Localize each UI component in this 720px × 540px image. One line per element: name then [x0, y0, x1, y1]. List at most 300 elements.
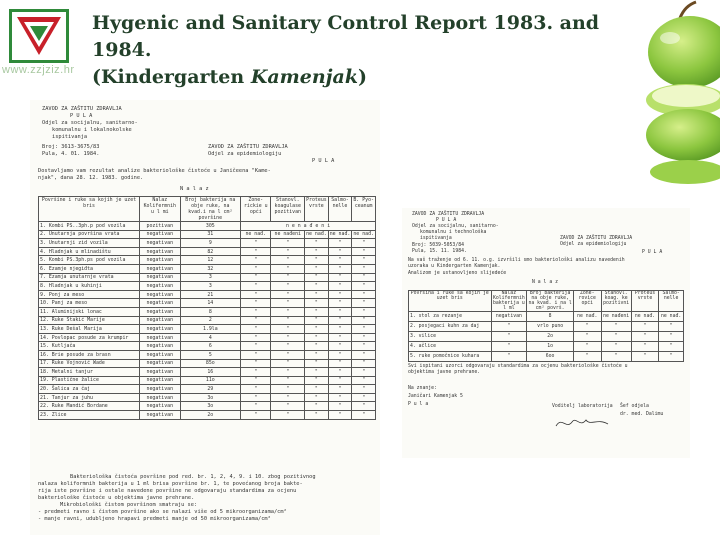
- table-cell: negativan: [140, 411, 180, 420]
- doc2-footer-line: P u l a: [408, 402, 429, 407]
- table-row: [39, 247, 376, 256]
- table-row: [39, 385, 376, 394]
- table-cell: 18. Metalni tanjur: [39, 368, 140, 377]
- table-cell: 11. Aluminijski lonac: [39, 307, 140, 316]
- table-cell: 85o: [180, 359, 241, 368]
- table-cell: ": [491, 342, 527, 352]
- doc1-line: Broj: 3613-3675/83: [42, 144, 100, 150]
- table-cell: ": [271, 393, 305, 402]
- table-cell: ": [271, 359, 305, 368]
- table-cell: ": [241, 290, 271, 299]
- table-cell: negativan: [140, 307, 180, 316]
- table-cell: 1. stol za rezanje: [409, 312, 492, 322]
- table-cell: ": [271, 350, 305, 359]
- page-title: [92, 10, 652, 91]
- table-cell: ": [241, 350, 271, 359]
- table-cell: 3o: [180, 402, 241, 411]
- table-cell: 9: [180, 239, 241, 248]
- table-cell: 1. Kombi PS..3ph.p pod vozila: [39, 222, 140, 231]
- table-cell: ": [271, 307, 305, 316]
- table-cell: negativan: [140, 368, 180, 377]
- table-cell: ": [305, 256, 329, 265]
- table-cell: ": [601, 332, 631, 342]
- table-row: [39, 402, 376, 411]
- table-cell: negativan: [140, 325, 180, 334]
- table-cell: ": [352, 239, 376, 248]
- table-cell: ": [305, 333, 329, 342]
- table-cell: 11o: [180, 376, 241, 385]
- table-cell: ": [271, 299, 305, 308]
- table-cell: ne nađ.: [306, 231, 327, 238]
- table-cell: ne nađ.: [659, 312, 684, 322]
- table-row: [409, 322, 684, 332]
- title-line-2: (Kindergarten Kamenjak): [92, 66, 368, 88]
- table-cell: ": [271, 411, 305, 420]
- table-cell: 9. Ponj za meso: [39, 290, 140, 299]
- table-cell: ": [659, 352, 684, 362]
- table-cell: negativan: [140, 359, 180, 368]
- table-cell: ": [328, 342, 352, 351]
- table-cell: ": [328, 299, 352, 308]
- doc2-line: komunalnu i technološka: [420, 230, 487, 235]
- doc2-footer-line: Svi ispitani uzorci odgovaraju standardima za ocjenu bakteriološke čistoće u: [408, 364, 628, 369]
- table-cell: 82: [180, 247, 241, 256]
- table-cell: ": [491, 322, 527, 332]
- table-cell: n e n a đ e n i: [241, 222, 376, 231]
- table-cell: ": [659, 342, 684, 352]
- table-cell: ": [241, 368, 271, 377]
- table-cell: ": [352, 393, 376, 402]
- table-cell: 15. Kutljača: [39, 342, 140, 351]
- doc2-line: N a l a z: [532, 280, 558, 285]
- table-cell: ": [241, 402, 271, 411]
- table-cell: ": [352, 290, 376, 299]
- table-row: [39, 376, 376, 385]
- table-cell: ": [352, 359, 376, 368]
- table-header-cell: Proteus vrste: [631, 291, 659, 312]
- table-header-cell: Zone- rickie u opći: [241, 197, 271, 222]
- table-header-cell: Broj bakterija na obje ruke, na kvad. i na l cm² površ.: [528, 291, 572, 311]
- table-row: [39, 290, 376, 299]
- table-row: [39, 333, 376, 342]
- table-cell: ": [328, 411, 352, 420]
- doc2-footer-line: dr. med. Dalimu: [620, 412, 664, 417]
- table-cell: ": [352, 376, 376, 385]
- table-cell: ": [328, 247, 352, 256]
- table-row: [39, 256, 376, 265]
- table-header-cell: Površine i ruke sa kojih je uzet bris: [39, 197, 140, 222]
- table-cell: ": [241, 247, 271, 256]
- table-cell: ": [328, 256, 352, 265]
- table-cell: negativan: [140, 290, 180, 299]
- table-cell: ": [352, 316, 376, 325]
- table-cell: ": [328, 350, 352, 359]
- table-header-cell: Broj bakterija na obje ruke, na kvad.i na l cm² površine: [180, 197, 241, 222]
- table-cell: ": [328, 402, 352, 411]
- doc1-line: N a l a z: [180, 186, 209, 192]
- table-cell: 6oo: [527, 352, 574, 362]
- table-cell: 29: [180, 385, 241, 394]
- table-cell: 12: [180, 256, 241, 265]
- table-cell: ": [305, 273, 329, 282]
- table-cell: ": [305, 350, 329, 359]
- table-cell: ": [305, 376, 329, 385]
- table-cell: ": [305, 299, 329, 308]
- table-cell: ": [305, 385, 329, 394]
- table-header-cell: B. Pyo- ceanum: [352, 197, 376, 222]
- table-row: [39, 325, 376, 334]
- table-row: [39, 222, 376, 231]
- table-cell: ": [352, 325, 376, 334]
- table-cell: ": [241, 393, 271, 402]
- table-cell: ": [574, 332, 602, 342]
- doc2-line: ZAVOD ZA ZAŠTITU ZDRAVLJA: [412, 212, 485, 217]
- table-cell: 20. Šalica za čaj: [39, 385, 140, 394]
- table-cell: ": [271, 325, 305, 334]
- doc2-line: P U L A: [436, 218, 457, 223]
- table-cell: vrlo puno: [527, 322, 574, 332]
- doc2-line: ispitivanja: [420, 236, 452, 241]
- doc1-footer-line: bakteriološke čistoće u objektima javne prehrane.: [38, 495, 195, 501]
- table-cell: ": [271, 376, 305, 385]
- table-cell: 3. Unutarnji zid vozila: [39, 239, 140, 248]
- doc1-line: komunalnu i lokalnokolske: [52, 127, 132, 133]
- table-cell: ": [328, 333, 352, 342]
- doc1-line: ispitivanja: [52, 134, 88, 140]
- table-cell: ": [631, 352, 659, 362]
- table-cell: 2: [180, 316, 241, 325]
- table-cell: 2. posjegaci kuhn za daj: [409, 322, 492, 332]
- table-cell: 3. vilice: [409, 332, 492, 342]
- table-cell: 13. Ruke Dešal Marija: [39, 325, 140, 334]
- table-cell: ": [305, 264, 329, 273]
- table-cell: ": [328, 282, 352, 291]
- table-cell: ": [305, 290, 329, 299]
- table-cell: negativan: [140, 342, 180, 351]
- doc1-footer-line: - manje ravni, udubljeno hrapavi predmeti manje od 50 mikroorganizama/cm²: [38, 516, 271, 522]
- table-cell: ": [271, 264, 305, 273]
- table-cell: 2. Unutarnja površina vrata: [39, 230, 140, 239]
- table-cell: negativan: [491, 312, 527, 322]
- table-cell: ": [352, 411, 376, 420]
- table-cell: ": [491, 352, 527, 362]
- doc1-line: ZAVOD ZA ZAŠTITU ZDRAVLJA: [42, 106, 122, 112]
- table-cell: 23. Zlice: [39, 411, 140, 420]
- table-cell: 3: [180, 273, 241, 282]
- table-header-cell: Nalaz Kolifermnih bakterija u l ml: [492, 291, 525, 311]
- table-cell: ": [241, 325, 271, 334]
- table-cell: ne nađ.: [329, 231, 351, 238]
- table-cell: 1.9la: [180, 325, 241, 334]
- doc2-footer-line: Šef odjela: [620, 404, 649, 409]
- table-cell: ": [271, 290, 305, 299]
- table-row: [409, 342, 684, 352]
- table-header-cell: Zone- rovice opći: [574, 291, 602, 312]
- table-cell: negativan: [140, 230, 180, 239]
- table-cell: 10. Panj za meso: [39, 299, 140, 308]
- table-row: [409, 352, 684, 362]
- table-cell: negativan: [140, 350, 180, 359]
- title-line-1: Hygenic and Sanitary Control Report 1983. and 1984.: [92, 12, 600, 61]
- table-cell: 2o: [180, 411, 241, 420]
- table-cell: ": [328, 264, 352, 273]
- table-cell: ": [328, 239, 352, 248]
- table-cell: ": [271, 368, 305, 377]
- table-cell: ": [352, 247, 376, 256]
- table-cell: negativan: [140, 333, 180, 342]
- table-row: [409, 332, 684, 342]
- table-cell: negativan: [140, 264, 180, 273]
- table-header-cell: Salmo- nelle: [328, 197, 352, 222]
- table-cell: ": [352, 256, 376, 265]
- table-cell: ": [305, 307, 329, 316]
- table-cell: ": [271, 239, 305, 248]
- table-cell: 1o: [527, 342, 574, 352]
- table-cell: ": [328, 273, 352, 282]
- table-cell: ne nađeni: [271, 230, 305, 239]
- table-cell: ": [352, 264, 376, 273]
- table-cell: 5. Kombi PS.3ph.ps pod vozila: [39, 256, 140, 265]
- table-cell: ": [352, 350, 376, 359]
- table-cell: ": [241, 307, 271, 316]
- doc1-line: njak", dana 28. 12. 1983. godine.: [38, 175, 144, 181]
- table-cell: 305: [180, 222, 241, 231]
- table-cell: 6: [180, 342, 241, 351]
- doc2-line: Na vaš traženje od 6. 11. o.g. izvršili smo bakteriološki analizu navedenih: [408, 258, 625, 263]
- table-cell: ": [305, 342, 329, 351]
- table-cell: 16: [180, 368, 241, 377]
- table-cell: ": [352, 342, 376, 351]
- doc1-footer-line: rija iste površine i ostale navedene površine ne odgovaraju standardima za ocjenu: [38, 488, 297, 494]
- table-cell: ": [241, 273, 271, 282]
- results-table-1983: [38, 196, 376, 420]
- table-cell: ": [271, 273, 305, 282]
- doc2-line: uzoraka u Kindergarten Kamenjak.: [408, 264, 501, 269]
- doc1-footer-line: nalaza koliformnih bakterija u 1 ml brisa površine br. 1, te povećanog broja bakte-: [38, 481, 303, 487]
- table-cell: ": [491, 332, 527, 342]
- doc1-footer-line: Mikrobiološki čistom površinom smatraju se:: [60, 502, 198, 508]
- table-cell: 4. ačlice: [409, 342, 492, 352]
- table-cell: ": [271, 282, 305, 291]
- table-cell: ": [328, 290, 352, 299]
- table-cell: 14: [180, 299, 241, 308]
- doc1-line: Odjel za socijalnu, sanitarno-: [42, 120, 138, 126]
- doc2-footer-line: Janičari Kamenjak 5: [408, 394, 463, 399]
- table-row: [39, 264, 376, 273]
- table-header-cell: Stanovl. koag. ke pozitivni: [601, 291, 631, 312]
- table-cell: negativan: [140, 376, 180, 385]
- table-cell: negativan: [140, 282, 180, 291]
- table-row: [39, 359, 376, 368]
- table-row: [39, 393, 376, 402]
- table-cell: negativan: [140, 385, 180, 394]
- table-cell: ": [631, 342, 659, 352]
- table-cell: ": [328, 368, 352, 377]
- table-cell: ne nađ.: [353, 231, 374, 238]
- table-cell: 6. Ezamje njegiđta: [39, 264, 140, 273]
- table-cell: ": [271, 256, 305, 265]
- table-cell: negativan: [140, 247, 180, 256]
- table-cell: ": [241, 342, 271, 351]
- table-row: [39, 368, 376, 377]
- signature-image: [552, 414, 612, 432]
- table-cell: ": [241, 239, 271, 248]
- table-cell: 16. Brie posude za brasn: [39, 350, 140, 359]
- table-cell: 8: [527, 312, 574, 322]
- table-cell: ": [241, 316, 271, 325]
- table-cell: ": [631, 322, 659, 332]
- table-cell: ": [574, 322, 602, 332]
- kindergarten-name: Kamenjak: [250, 66, 359, 88]
- report-1983: [30, 100, 380, 535]
- table-cell: ": [271, 342, 305, 351]
- table-cell: ": [305, 239, 329, 248]
- table-cell: ": [352, 307, 376, 316]
- table-row: [39, 350, 376, 359]
- table-cell: 5. ruke pomočnice kuhara: [409, 352, 492, 362]
- table-cell: 4. Hladnjak u mlinadištu: [39, 247, 140, 256]
- table-header-cell: Površina i ruke sa kojih je uzet bris: [409, 291, 492, 312]
- doc2-line: Odjel za epidemiologiju: [560, 242, 627, 247]
- doc1-footer-line: Bakteriološka čistoća površine pod red. br. 1, 2, 4, 9. i 10. zbog pozitivnog: [70, 474, 316, 480]
- report-1984: [402, 208, 690, 458]
- table-cell: ne nađeni: [601, 312, 631, 322]
- table-row: [39, 282, 376, 291]
- table-row: [39, 230, 376, 239]
- table-cell: ": [352, 368, 376, 377]
- doc2-line: ZAVOD ZA ZAŠTITU ZDRAVLJA: [560, 236, 633, 241]
- table-cell: ": [574, 352, 602, 362]
- table-cell: ": [241, 264, 271, 273]
- table-row: [39, 316, 376, 325]
- table-cell: ": [328, 307, 352, 316]
- table-cell: ": [352, 385, 376, 394]
- doc1-line: Odjel za epidemiologiju: [208, 151, 282, 157]
- table-cell: ": [328, 325, 352, 334]
- table-cell: ": [241, 282, 271, 291]
- results-table-1984: [408, 290, 684, 362]
- table-row: [409, 312, 684, 322]
- table-cell: ": [305, 359, 329, 368]
- table-cell: ": [601, 322, 631, 332]
- table-cell: ": [328, 359, 352, 368]
- table-cell: ": [305, 282, 329, 291]
- table-cell: 17. Ruke Vojnović Wade: [39, 359, 140, 368]
- table-header-cell: Salmo- nelle: [659, 291, 684, 312]
- table-cell: ": [271, 385, 305, 394]
- table-cell: ": [271, 316, 305, 325]
- table-cell: ": [271, 333, 305, 342]
- doc2-footer-line: Na znanje:: [408, 386, 437, 391]
- green-apple-image: [610, 0, 720, 190]
- table-cell: ": [659, 322, 684, 332]
- table-cell: 7. Ezamja unutarnje vrata: [39, 273, 140, 282]
- table-cell: negativan: [140, 316, 180, 325]
- table-cell: 21. Tanjur za juhu: [39, 393, 140, 402]
- table-cell: ": [241, 256, 271, 265]
- table-cell: negativan: [140, 239, 180, 248]
- table-cell: negativan: [140, 393, 180, 402]
- table-cell: ": [305, 411, 329, 420]
- table-cell: ": [352, 333, 376, 342]
- table-cell: 31: [180, 230, 241, 239]
- table-cell: 19. Plastične žalice: [39, 376, 140, 385]
- table-header-cell: Proteus vrste: [305, 197, 329, 222]
- table-cell: ": [305, 247, 329, 256]
- table-cell: ": [305, 393, 329, 402]
- table-cell: 8: [180, 307, 241, 316]
- table-cell: negativan: [140, 299, 180, 308]
- doc1-line: P U L A: [312, 158, 335, 164]
- table-cell: ": [631, 332, 659, 342]
- table-cell: ": [352, 299, 376, 308]
- table-cell: ": [659, 332, 684, 342]
- table-cell: ": [574, 342, 602, 352]
- table-cell: ": [352, 402, 376, 411]
- doc1-line: ZAVOD ZA ZAŠTITU ZDRAVLJA: [208, 144, 288, 150]
- table-cell: ": [328, 316, 352, 325]
- table-cell: ne nađ.: [631, 312, 659, 322]
- table-cell: negativan: [140, 273, 180, 282]
- logo-url: www.zzjziz.hr: [2, 64, 75, 76]
- table-cell: ": [271, 247, 305, 256]
- table-cell: 12. Ruke Stakić Marije: [39, 316, 140, 325]
- table-cell: 21: [180, 290, 241, 299]
- institute-logo: [8, 8, 70, 64]
- table-cell: 32: [180, 264, 241, 273]
- table-cell: 3: [180, 282, 241, 291]
- table-cell: ne nađ.: [241, 230, 271, 239]
- table-row: [39, 273, 376, 282]
- table-row: [39, 299, 376, 308]
- doc1-line: Dostavljamo vam rezultat analize bakteriološke čistoće u Janičeena "Kame-: [38, 168, 271, 174]
- table-cell: 3o: [180, 393, 241, 402]
- table-cell: ": [601, 342, 631, 352]
- doc1-line: Pula, 4. 01. 1984.: [42, 151, 100, 157]
- table-cell: 4: [180, 333, 241, 342]
- table-row: [39, 239, 376, 248]
- table-cell: pozitivan: [140, 222, 180, 231]
- table-cell: ": [241, 333, 271, 342]
- doc2-line: P U L A: [642, 250, 663, 255]
- doc2-line: Odjel za socijalnu, sanitarno-: [412, 224, 499, 229]
- doc1-line: P U L A: [70, 113, 93, 119]
- table-header-cell: Nalaz Kolifermnih u l mi: [140, 197, 180, 222]
- table-cell: ": [241, 299, 271, 308]
- table-cell: ne nađ.: [574, 312, 602, 322]
- doc2-footer-line: objektima javne prehrane.: [408, 370, 481, 375]
- table-cell: ": [352, 282, 376, 291]
- table-row: [39, 307, 376, 316]
- table-cell: ": [352, 273, 376, 282]
- doc2-line: Pula, 15. 11. 1984.: [412, 249, 467, 254]
- table-cell: 14. Povlopac posude za krumpir: [39, 333, 140, 342]
- doc1-footer-line: - predmeti ravno i čistom površine ako se nalazi više od 5 mikroorganizama/cm²: [38, 509, 287, 515]
- table-cell: ": [241, 385, 271, 394]
- table-cell: ": [241, 376, 271, 385]
- table-cell: ": [305, 316, 329, 325]
- table-cell: ": [305, 368, 329, 377]
- table-cell: ": [328, 385, 352, 394]
- doc2-line: Broj: 5039-5053/84: [412, 243, 464, 248]
- table-row: [39, 411, 376, 420]
- table-cell: negativan: [140, 402, 180, 411]
- table-cell: 8. Hladnjak u kuhinji: [39, 282, 140, 291]
- table-cell: ": [305, 402, 329, 411]
- table-row: [39, 342, 376, 351]
- table-cell: ": [241, 411, 271, 420]
- table-cell: ": [241, 359, 271, 368]
